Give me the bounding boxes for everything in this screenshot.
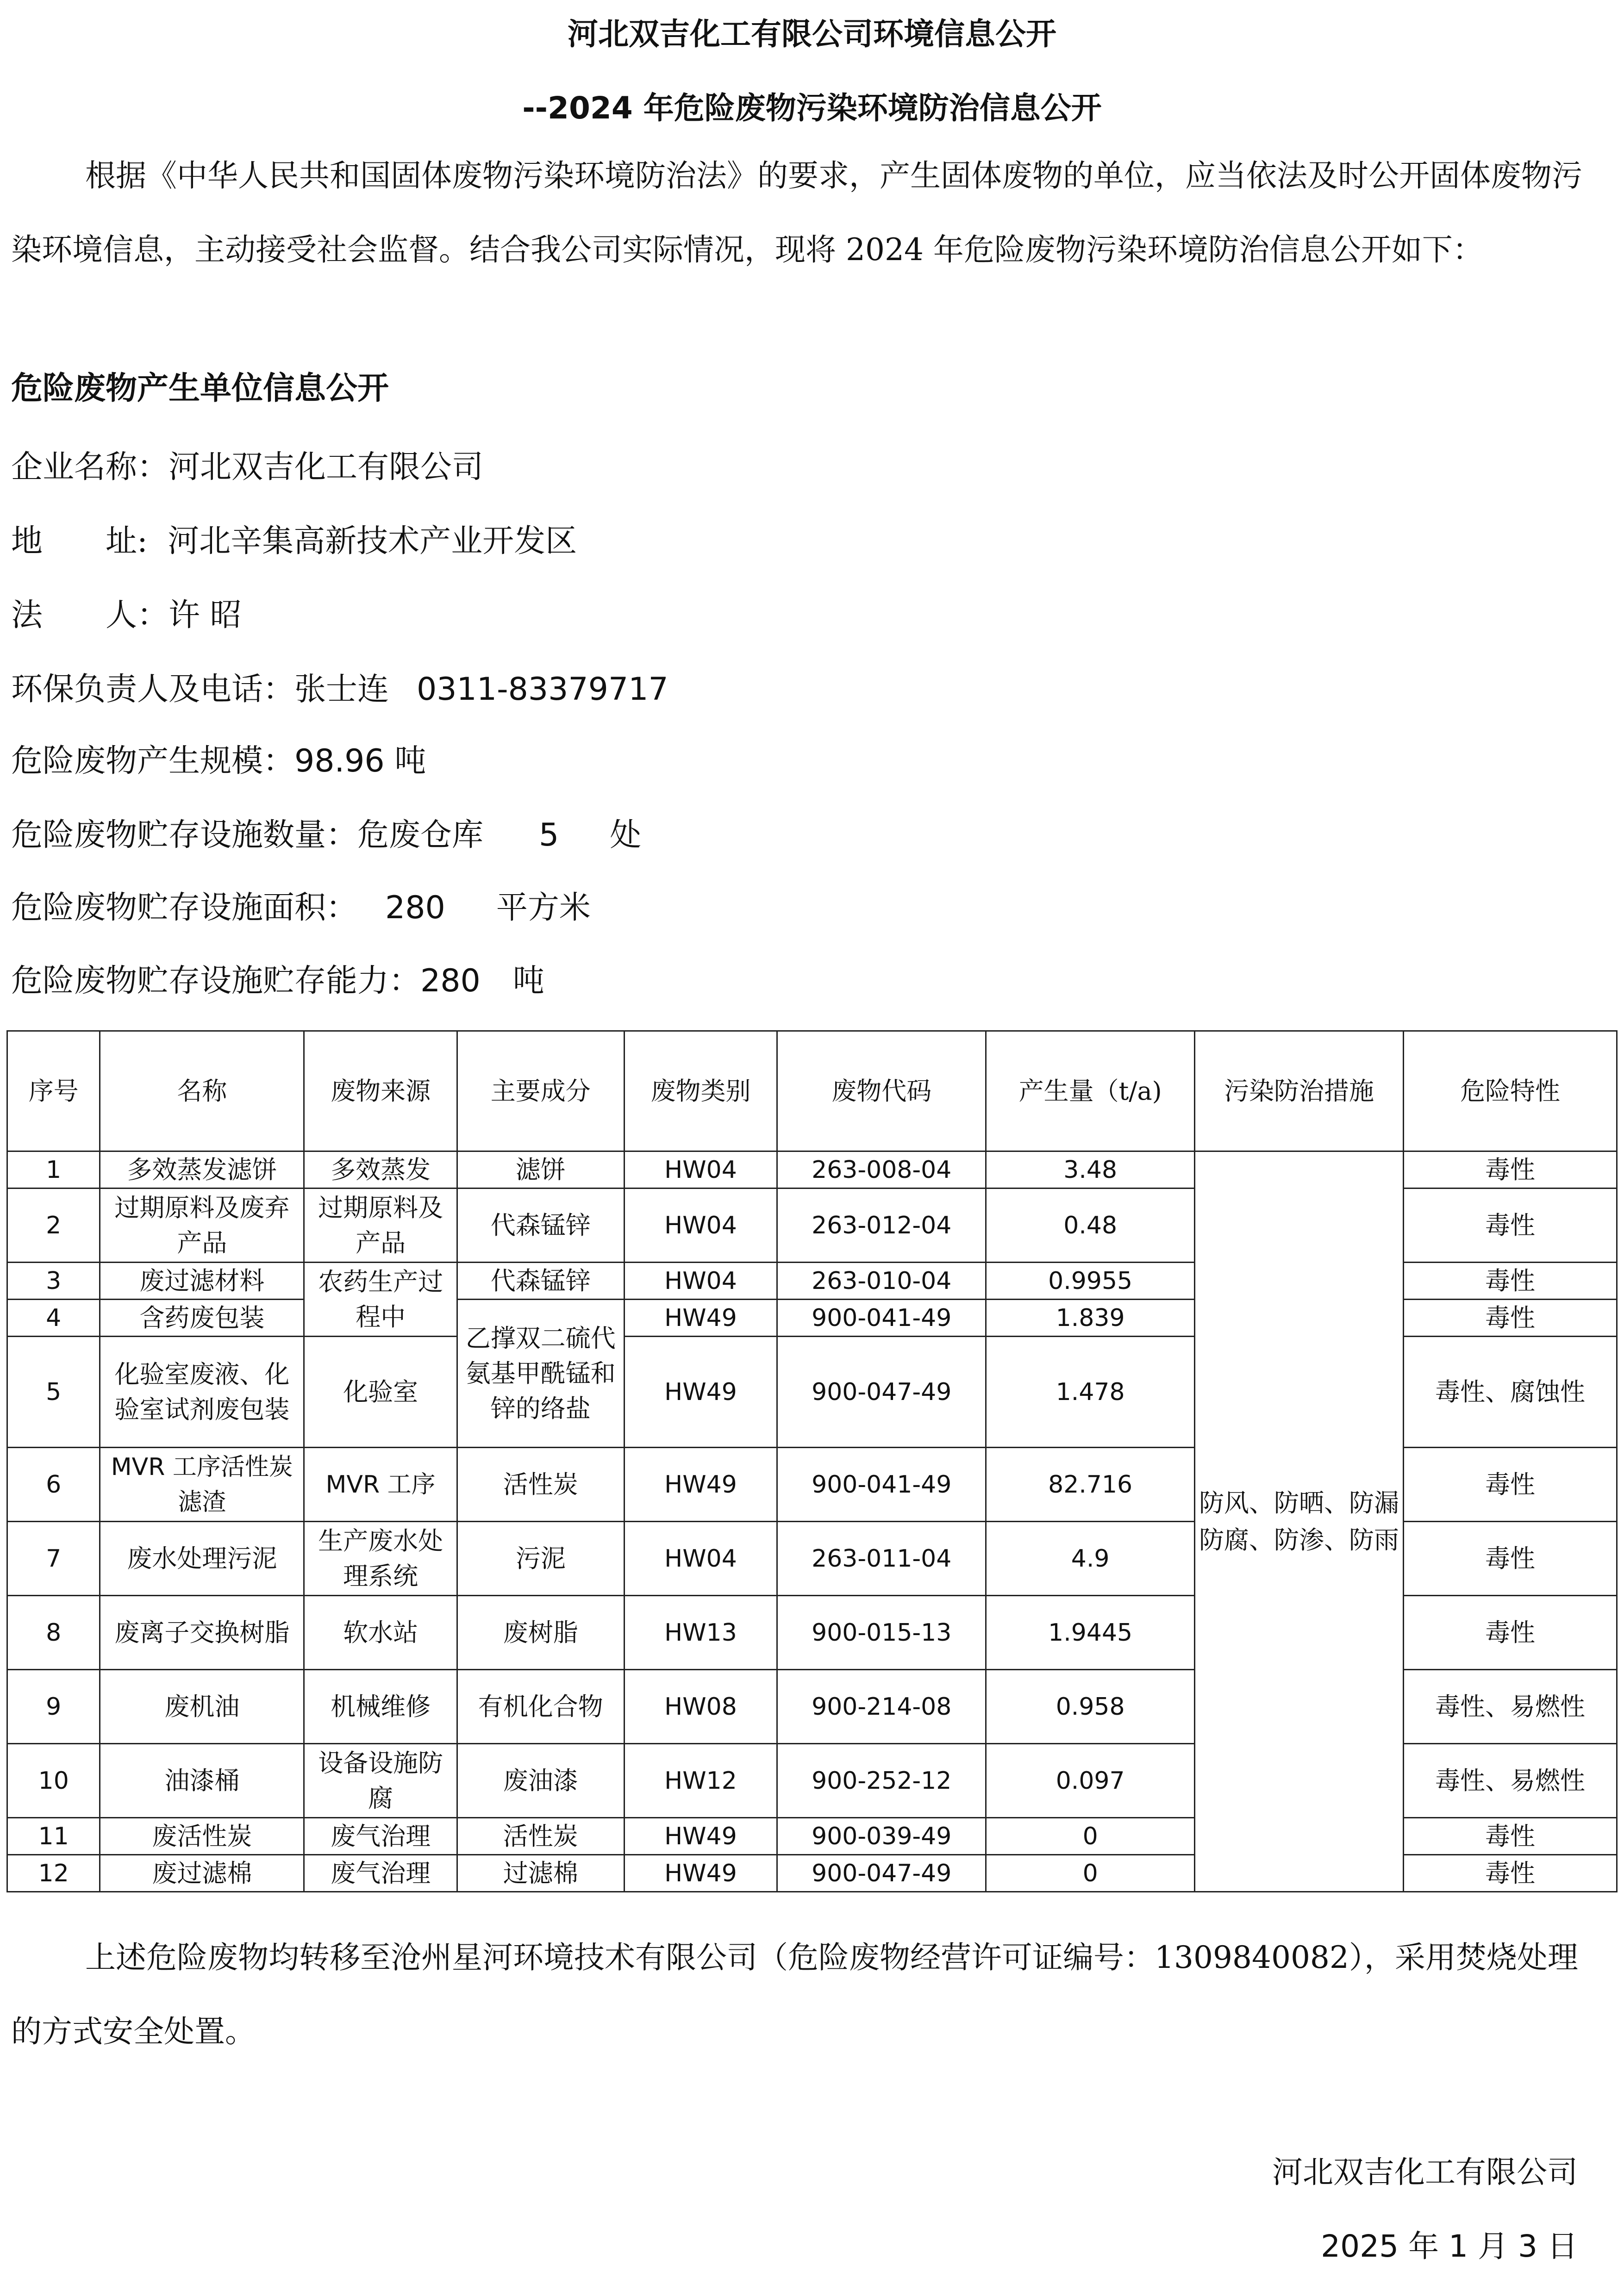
cell-source: 生产废水处理系统 (304, 1522, 457, 1596)
cell-component: 代森锰锌 (457, 1188, 624, 1263)
header-component: 主要成分 (457, 1031, 624, 1151)
cell-code: 900-214-08 (777, 1670, 986, 1744)
cell-code: 263-008-04 (777, 1151, 986, 1188)
cell-no: 1 (7, 1151, 100, 1188)
facility-capacity-value: 280 (420, 963, 481, 999)
cell-hazard: 毒性 (1404, 1818, 1617, 1855)
outro-paragraph: 上述危险废物均转移至沧州星河环境技术有限公司（危险废物经营许可证编号：1309840082），采用焚烧处理的方式安全处置。 (11, 1940, 1578, 2049)
cell-name: 过期原料及废弃产品 (100, 1188, 304, 1263)
cell-hazard: 毒性 (1404, 1596, 1617, 1670)
cell-hazard: 毒性、腐蚀性 (1404, 1337, 1617, 1448)
facility-count-value: 5 (539, 817, 559, 853)
cell-name: 多效蒸发滤饼 (100, 1151, 304, 1188)
cell-code: 900-047-49 (777, 1337, 986, 1448)
cell-no: 10 (7, 1744, 100, 1818)
header-no: 序号 (7, 1031, 100, 1151)
cell-hazard: 毒性 (1404, 1151, 1617, 1188)
cell-no: 12 (7, 1855, 100, 1892)
cell-name: 化验室废液、化验室试剂废包装 (100, 1337, 304, 1448)
cell-name: 废机油 (100, 1670, 304, 1744)
generation-scale-unit: 吨 (394, 743, 426, 779)
cell-hazard: 毒性 (1404, 1448, 1617, 1522)
cell-code: 900-047-49 (777, 1855, 986, 1892)
cell-component: 废树脂 (457, 1596, 624, 1670)
cell-amount: 0 (986, 1855, 1195, 1892)
header-source: 废物来源 (304, 1031, 457, 1151)
cell-no: 5 (7, 1337, 100, 1448)
header-category: 废物类别 (624, 1031, 777, 1151)
cell-category: HW04 (624, 1522, 777, 1596)
cell-name: 废离子交换树脂 (100, 1596, 304, 1670)
section-heading: 危险废物产生单位信息公开 (11, 370, 389, 407)
cell-amount: 0.097 (986, 1744, 1195, 1818)
cell-category: HW49 (624, 1448, 777, 1522)
generation-scale-line (11, 738, 426, 784)
cell-hazard: 毒性、易燃性 (1404, 1670, 1617, 1744)
generation-scale-label: 危险废物产生规模： (11, 743, 295, 779)
cell-amount: 0.48 (986, 1188, 1195, 1263)
cell-component: 过滤棉 (457, 1855, 624, 1892)
cell-name: 废水处理污泥 (100, 1522, 304, 1596)
company-name-line (11, 444, 483, 491)
company-name-value: 河北双吉化工有限公司 (169, 449, 484, 485)
facility-count-line (11, 812, 641, 859)
cell-component: 代森锰锌 (457, 1263, 624, 1300)
cell-category: HW49 (624, 1818, 777, 1855)
cell-name: 油漆桶 (100, 1744, 304, 1818)
cell-category: HW13 (624, 1596, 777, 1670)
cell-source: 过期原料及产品 (304, 1188, 457, 1263)
cell-category: HW08 (624, 1670, 777, 1744)
cell-amount: 4.9 (986, 1522, 1195, 1596)
cell-code: 900-041-49 (777, 1448, 986, 1522)
cell-source: 废气治理 (304, 1818, 457, 1855)
cell-no: 6 (7, 1448, 100, 1522)
contact-phone: 0311-83379717 (417, 671, 668, 708)
header-code: 废物代码 (777, 1031, 986, 1151)
cell-code: 900-039-49 (777, 1818, 986, 1855)
cell-hazard: 毒性 (1404, 1855, 1617, 1892)
generation-scale-value: 98.96 (294, 743, 385, 779)
cell-source: 多效蒸发 (304, 1151, 457, 1188)
contact-line (11, 666, 668, 713)
cell-hazard: 毒性 (1404, 1188, 1617, 1263)
cell-code: 900-252-12 (777, 1744, 986, 1818)
cell-category: HW49 (624, 1855, 777, 1892)
cell-hazard: 毒性 (1404, 1522, 1617, 1596)
facility-count-unit: 处 (610, 817, 642, 853)
cell-name: MVR 工序活性炭滤渣 (100, 1448, 304, 1522)
cell-amount: 1.478 (986, 1337, 1195, 1448)
cell-code: 263-011-04 (777, 1522, 986, 1596)
facility-area-label: 危险废物贮存设施面积： (11, 890, 358, 926)
facility-capacity-line (11, 958, 544, 1004)
cell-amount: 0.958 (986, 1670, 1195, 1744)
cell-hazard: 毒性、易燃性 (1404, 1744, 1617, 1818)
cell-component: 乙撑双二硫代氨基甲酰锰和锌的络盐 (457, 1300, 624, 1448)
cell-code: 900-041-49 (777, 1300, 986, 1337)
company-name-label: 企业名称： (11, 449, 169, 485)
cell-hazard: 毒性 (1404, 1300, 1617, 1337)
cell-measures: 防风、防晒、防漏防腐、防渗、防雨 (1195, 1151, 1404, 1892)
cell-no: 3 (7, 1263, 100, 1300)
cell-category: HW12 (624, 1744, 777, 1818)
cell-no: 4 (7, 1300, 100, 1337)
document-subtitle: --2024 年危险废物污染环境防治信息公开 (522, 90, 1102, 126)
address-value: 河北辛集高新技术产业开发区 (168, 523, 577, 560)
header-name: 名称 (100, 1031, 304, 1151)
cell-name: 废过滤材料 (100, 1263, 304, 1300)
header-measures: 污染防治措施 (1195, 1031, 1404, 1151)
cell-source: 设备设施防腐 (304, 1744, 457, 1818)
facility-area-unit: 平方米 (496, 890, 591, 926)
cell-source: 软水站 (304, 1596, 457, 1670)
address-label: 地 址: (11, 523, 148, 560)
cell-name: 含药废包装 (100, 1300, 304, 1337)
cell-component: 滤饼 (457, 1151, 624, 1188)
cell-source: 化验室 (304, 1337, 457, 1448)
cell-name: 废活性炭 (100, 1818, 304, 1855)
legal-person-label: 法 人： (11, 597, 169, 634)
cell-no: 8 (7, 1596, 100, 1670)
table-header-row (7, 1031, 1617, 1151)
cell-no: 7 (7, 1522, 100, 1596)
cell-component: 污泥 (457, 1522, 624, 1596)
contact-name: 张士连 (294, 671, 389, 708)
cell-amount: 0 (986, 1818, 1195, 1855)
cell-category: HW04 (624, 1263, 777, 1300)
cell-category: HW04 (624, 1151, 777, 1188)
header-amount: 产生量（t/a) (986, 1031, 1195, 1151)
cell-source: MVR 工序 (304, 1448, 457, 1522)
header-hazard: 危险特性 (1404, 1031, 1617, 1151)
contact-label: 环保负责人及电话： (11, 671, 295, 708)
intro-paragraph: 根据《中华人民共和国固体废物污染环境防治法》的要求，产生固体废物的单位，应当依法及时公开固体废物污染环境信息，主动接受社会监督。结合我公司实际情况，现将 2024 年危险废物污染环境防治信息公开如下： (11, 158, 1582, 268)
cell-source: 农药生产过程中 (304, 1263, 457, 1337)
cell-code: 900-015-13 (777, 1596, 986, 1670)
legal-person-line (11, 592, 242, 639)
facility-area-line (11, 885, 591, 931)
cell-hazard: 毒性 (1404, 1263, 1617, 1300)
cell-name: 废过滤棉 (100, 1855, 304, 1892)
cell-source: 机械维修 (304, 1670, 457, 1744)
cell-amount: 0.9955 (986, 1263, 1195, 1300)
cell-category: HW04 (624, 1188, 777, 1263)
legal-person-value: 许 昭 (169, 597, 242, 634)
address-line (11, 518, 577, 565)
cell-category: HW49 (624, 1300, 777, 1337)
cell-source: 废气治理 (304, 1855, 457, 1892)
cell-code: 263-010-04 (777, 1263, 986, 1300)
cell-no: 9 (7, 1670, 100, 1744)
signature-company: 河北双吉化工有限公司 (1272, 2154, 1578, 2190)
table-row (7, 1151, 1617, 1188)
cell-code: 263-012-04 (777, 1188, 986, 1263)
facility-capacity-unit: 吨 (512, 963, 544, 999)
cell-amount: 1.9445 (986, 1596, 1195, 1670)
hazardous-waste-table (6, 1030, 1618, 1892)
document-title: 河北双吉化工有限公司环境信息公开 (568, 16, 1056, 52)
cell-component: 有机化合物 (457, 1670, 624, 1744)
cell-amount: 1.839 (986, 1300, 1195, 1337)
cell-component: 废油漆 (457, 1744, 624, 1818)
cell-component: 活性炭 (457, 1818, 624, 1855)
facility-capacity-label: 危险废物贮存设施贮存能力： (11, 963, 421, 999)
cell-no: 11 (7, 1818, 100, 1855)
cell-component: 活性炭 (457, 1448, 624, 1522)
facility-count-type: 危废仓库 (357, 817, 484, 853)
cell-amount: 3.48 (986, 1151, 1195, 1188)
cell-category: HW49 (624, 1337, 777, 1448)
cell-amount: 82.716 (986, 1448, 1195, 1522)
facility-area-value: 280 (385, 890, 445, 926)
facility-count-label: 危险废物贮存设施数量： (11, 817, 358, 853)
signature-date: 2025 年 1 月 3 日 (1321, 2228, 1578, 2264)
cell-no: 2 (7, 1188, 100, 1263)
